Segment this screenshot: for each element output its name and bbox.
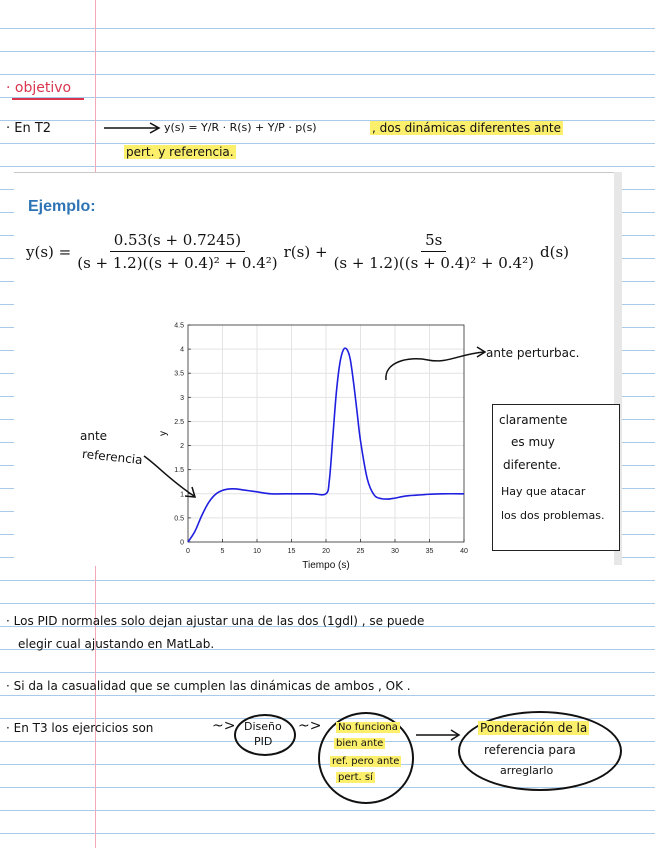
objective-title: · objetivo	[6, 80, 72, 96]
eq-fraction-1-den: (s + 1.2)((s + 0.4)² + 0.4²)	[77, 254, 278, 272]
transfer-equation	[26, 231, 569, 272]
tilde-arrow-1-icon: ~>	[212, 718, 236, 734]
y-tick-label: 0	[180, 539, 184, 547]
arrow-right-2-icon	[414, 728, 462, 742]
y-tick-label: 1	[180, 491, 184, 499]
oval2-line-4-text: pert. sí	[338, 772, 373, 783]
conclusion-box	[492, 404, 620, 551]
x-tick-label: 35	[425, 548, 434, 555]
box-line-3: diferente.	[503, 458, 562, 472]
oval-no-funciona	[318, 712, 414, 804]
t2-description	[370, 121, 563, 135]
t2-description-cont-text: pert. y referencia.	[126, 145, 234, 159]
x-tick-label: 25	[356, 548, 365, 555]
oval-ponderacion	[458, 711, 622, 791]
oval2-line-2-text: bien ante	[336, 738, 384, 749]
eq-fraction-2	[330, 231, 538, 272]
eq-lhs: y(s) =	[26, 242, 72, 261]
title-underline	[12, 98, 84, 100]
curly-arrow-icon	[380, 342, 490, 384]
eq-mid: r(s) +	[283, 242, 328, 261]
box-line-2: es muy	[511, 435, 555, 449]
y-axis-label: y	[158, 431, 169, 436]
oval-pid-text: PID	[254, 735, 273, 748]
bullet-pid-line1: · Los PID normales solo dejan ajustar una de las dos (1gdl) , se puede	[6, 614, 425, 628]
x-tick-label: 20	[322, 548, 330, 555]
arrow-to-curve-icon	[140, 452, 202, 502]
oval3-line-1	[478, 721, 589, 735]
oval2-line-3-text: ref. pero ante	[332, 756, 400, 767]
box-line-5: los dos problemas.	[501, 509, 605, 522]
y-tick-label: 0.5	[174, 515, 184, 523]
y-tick-label: 2.5	[174, 418, 184, 426]
oval2-line-2	[334, 738, 385, 749]
example-title: Ejemplo:	[28, 198, 96, 215]
bullet-t3: · En T3 los ejercicios son	[6, 721, 154, 735]
y-tick-label: 2	[180, 443, 184, 451]
arrow-right-icon	[102, 120, 162, 136]
oval3-line-3: arreglarlo	[500, 764, 554, 777]
eq-fraction-2-den: (s + 1.2)((s + 0.4)² + 0.4²)	[333, 254, 534, 272]
x-tick-label: 30	[391, 548, 399, 555]
x-axis-label: Tiempo (s)	[302, 560, 350, 571]
bullet-pid-line2: elegir cual ajustando en MatLab.	[18, 637, 215, 651]
y-tick-label: 4	[180, 346, 184, 354]
y-tick-label: 3.5	[174, 370, 184, 378]
oval2-line-1-text: No funciona	[338, 722, 398, 733]
oval3-line-2: referencia para	[484, 743, 576, 757]
t2-description-cont	[124, 145, 236, 159]
y-tick-label: 1.5	[174, 467, 184, 475]
annotation-referencia: referencia	[81, 446, 144, 468]
box-line-1: claramente	[499, 413, 568, 427]
y-tick-label: 4.5	[174, 322, 184, 330]
x-tick-label: 0	[186, 548, 190, 555]
eq-fraction-1	[73, 231, 281, 272]
eq-rhs: d(s)	[539, 242, 569, 261]
oval2-line-1	[336, 722, 400, 733]
tilde-arrow-2-icon: ~>	[298, 718, 322, 734]
x-tick-label: 15	[287, 548, 296, 555]
oval-diseno-text: Diseño	[244, 720, 282, 733]
bullet-casual: · Si da la casualidad que se cumplen las dinámicas de ambos , OK .	[6, 679, 411, 693]
eq-fraction-2-num: 5s	[421, 231, 446, 252]
annotation-ante-perturbac: ante perturbac.	[486, 346, 580, 360]
t2-formula: y(s) = Y/R · R(s) + Y/P · p(s)	[164, 121, 317, 134]
x-tick-label: 10	[253, 548, 261, 555]
x-tick-label: 40	[460, 548, 468, 555]
t2-description-text: , dos dinámicas diferentes ante	[372, 121, 562, 135]
x-tick-label: 5	[220, 548, 225, 555]
oval-diseno-pid	[234, 714, 296, 756]
oval3-line-1-text: Ponderación de la	[480, 721, 588, 735]
t2-label: · En T2	[6, 121, 52, 136]
y-tick-label: 3	[180, 394, 184, 402]
oval2-line-3	[330, 756, 401, 767]
oval2-line-4	[336, 772, 375, 783]
annotation-ante: ante	[80, 429, 108, 443]
eq-fraction-1-num: 0.53(s + 0.7245)	[110, 231, 245, 252]
box-line-4: Hay que atacar	[501, 485, 586, 498]
